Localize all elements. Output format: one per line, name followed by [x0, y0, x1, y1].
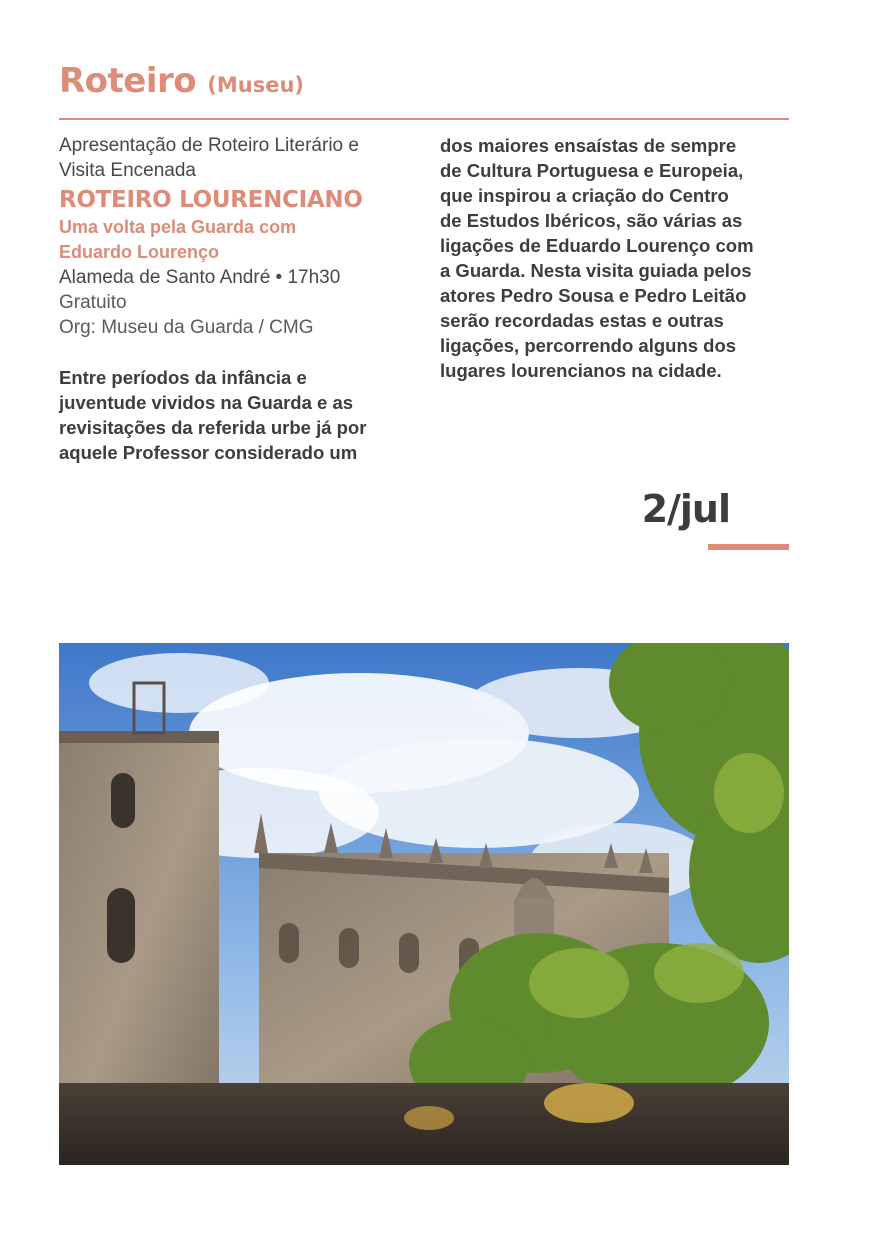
right-column — [440, 133, 785, 383]
event-subtitle — [59, 215, 429, 265]
description-line: que inspirou a criação do Centro — [440, 185, 729, 206]
description-line: revisitações da referida urbe já por — [59, 417, 367, 438]
description-line: ligações, percorrendo alguns dos — [440, 335, 737, 356]
description-line: juventude vividos na Guarda e as — [59, 392, 354, 413]
intro-line: Apresentação de Roteiro Literário e — [59, 135, 359, 156]
event-date: 2/jul — [641, 487, 730, 531]
description-right — [440, 133, 785, 383]
description-line: de Cultura Portuguesa e Europeia, — [440, 160, 744, 181]
description-line: dos maiores ensaístas de sempre — [440, 135, 737, 156]
page-heading — [59, 61, 305, 101]
left-column — [59, 133, 429, 465]
description-line: atores Pedro Sousa e Pedro Leitão — [440, 285, 747, 306]
cathedral-photo — [59, 643, 789, 1165]
description-line: ligações de Eduardo Lourenço com — [440, 235, 754, 256]
subtitle-line: Eduardo Lourenço — [59, 242, 220, 262]
event-location-time: Alameda de Santo André • 17h30 — [59, 267, 341, 288]
heading-divider — [59, 118, 789, 120]
event-organizer: Org: Museu da Guarda / CMG — [59, 317, 314, 338]
date-underline — [708, 544, 789, 550]
description-line: Entre períodos da infância e — [59, 367, 307, 388]
description-line: aquele Professor considerado um — [59, 442, 358, 463]
event-title: ROTEIRO LOURENCIANO — [59, 187, 363, 213]
event-price: Gratuito — [59, 292, 127, 313]
description-line: lugares lourencianos na cidade. — [440, 360, 722, 381]
description-left — [59, 365, 429, 465]
description-line: serão recordadas estas e outras — [440, 310, 724, 331]
intro-line: Visita Encenada — [59, 160, 196, 181]
event-intro — [59, 133, 429, 183]
description-line: a Guarda. Nesta visita guiada pelos — [440, 260, 752, 281]
section-title: Roteiro — [59, 61, 197, 101]
description-line: de Estudos Ibéricos, são várias as — [440, 210, 743, 231]
section-subtitle: (Museu) — [207, 73, 305, 97]
subtitle-line: Uma volta pela Guarda com — [59, 217, 297, 237]
